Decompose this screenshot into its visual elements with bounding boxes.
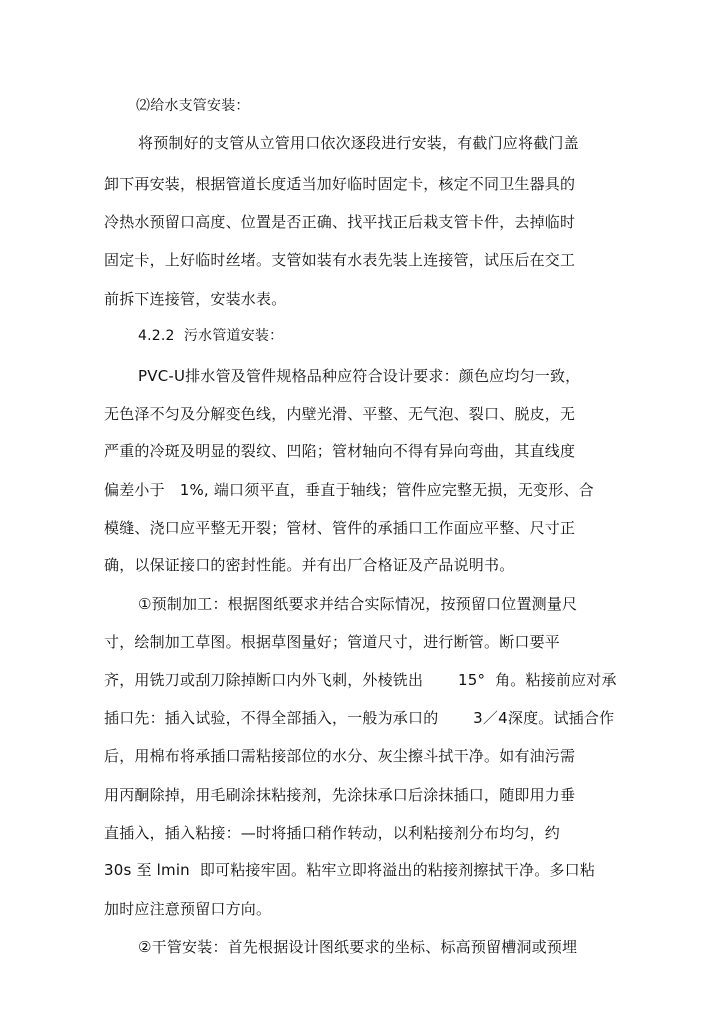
paragraph-line: 前拆下连接管，安装水表。 (104, 290, 287, 308)
paragraph-line: 插口先：插入试验，不得全部插入，一般为承口的 3／4深度。试插合作 (104, 709, 615, 727)
paragraph-line: ②干管安装：首先根据设计图纸要求的坐标、标高预留槽洞或预埋 (138, 938, 578, 956)
paragraph-line: 固定卡，上好临时丝堵。支管如装有水表先装上连接管，试压后在交工 (104, 251, 576, 269)
paragraph-line: ①预制加工：根据图纸要求并结合实际情况，按预留口位置测量尺 (138, 595, 578, 613)
paragraph-line: 齐，用铣刀或刮刀除掉断口内外飞刺，外棱铣出 15° 角。粘接前应对承 (104, 671, 617, 689)
paragraph-line: 确，以保证接口的密封性能。并有出厂合格证及产品说明书。 (104, 556, 515, 574)
paragraph-line: 严重的冷斑及明显的裂纹、凹陷；管材轴向不得有异向弯曲，其直线度 (104, 442, 576, 460)
paragraph-line: 寸，绘制加工草图。根据草图量好；管道尺寸，进行断管。断口要平 (104, 633, 561, 651)
paragraph-line: 直插入，插入粘接：—时将插口稍作转动，以利粘接剂分布均匀，约 (104, 824, 561, 842)
paragraph-line: 加时应注意预留口方向。 (104, 900, 272, 918)
paragraph-line: 卸下再安装，根据管道长度适当加好临时固定卡，核定不同卫生器具的 (104, 175, 576, 193)
paragraph-line: 后，用棉布将承插口需粘接部位的水分、灰尘擦斗拭干净。如有油污需 (104, 747, 576, 765)
paragraph-line: 偏差小于 1%, 端口须平直，垂直于轴线；管件应完整无损，无变形、合 (104, 481, 594, 499)
paragraph-line: 将预制好的支管从立管用口依次逐段进行安装，有截门应将截门盖 (138, 134, 579, 152)
paragraph-line: 模缝、浇口应平整无开裂；管材、管件的承插口工作面应平整、尺寸正 (104, 519, 576, 537)
paragraph-line: PVC-U排水管及管件规格品种应符合设计要求：颜色应均匀一致， (138, 367, 581, 385)
paragraph-line: 30s 至 lmin 即可粘接牢固。粘牢立即将溢出的粘接剂擦拭干净。多口粘 (104, 861, 596, 879)
paragraph-line: 无色泽不匀及分解变色线，内壁光滑、平整、无气泡、裂口、脱皮，无 (104, 405, 576, 423)
paragraph-line: 用丙酮除掉，用毛刷涂抹粘接剂，先涂抹承口后涂抹插口，随即用力垂 (104, 786, 576, 804)
paragraph-line: 冷热水预留口高度、位置是否正确、找平找正后栽支管卡件，去掉临时 (104, 213, 576, 231)
subsection-heading-branch-pipe: ⑵给水支管安装： (136, 98, 250, 114)
section-heading-sewage-pipe: 4.2.2 污水管道安装： (138, 328, 284, 344)
